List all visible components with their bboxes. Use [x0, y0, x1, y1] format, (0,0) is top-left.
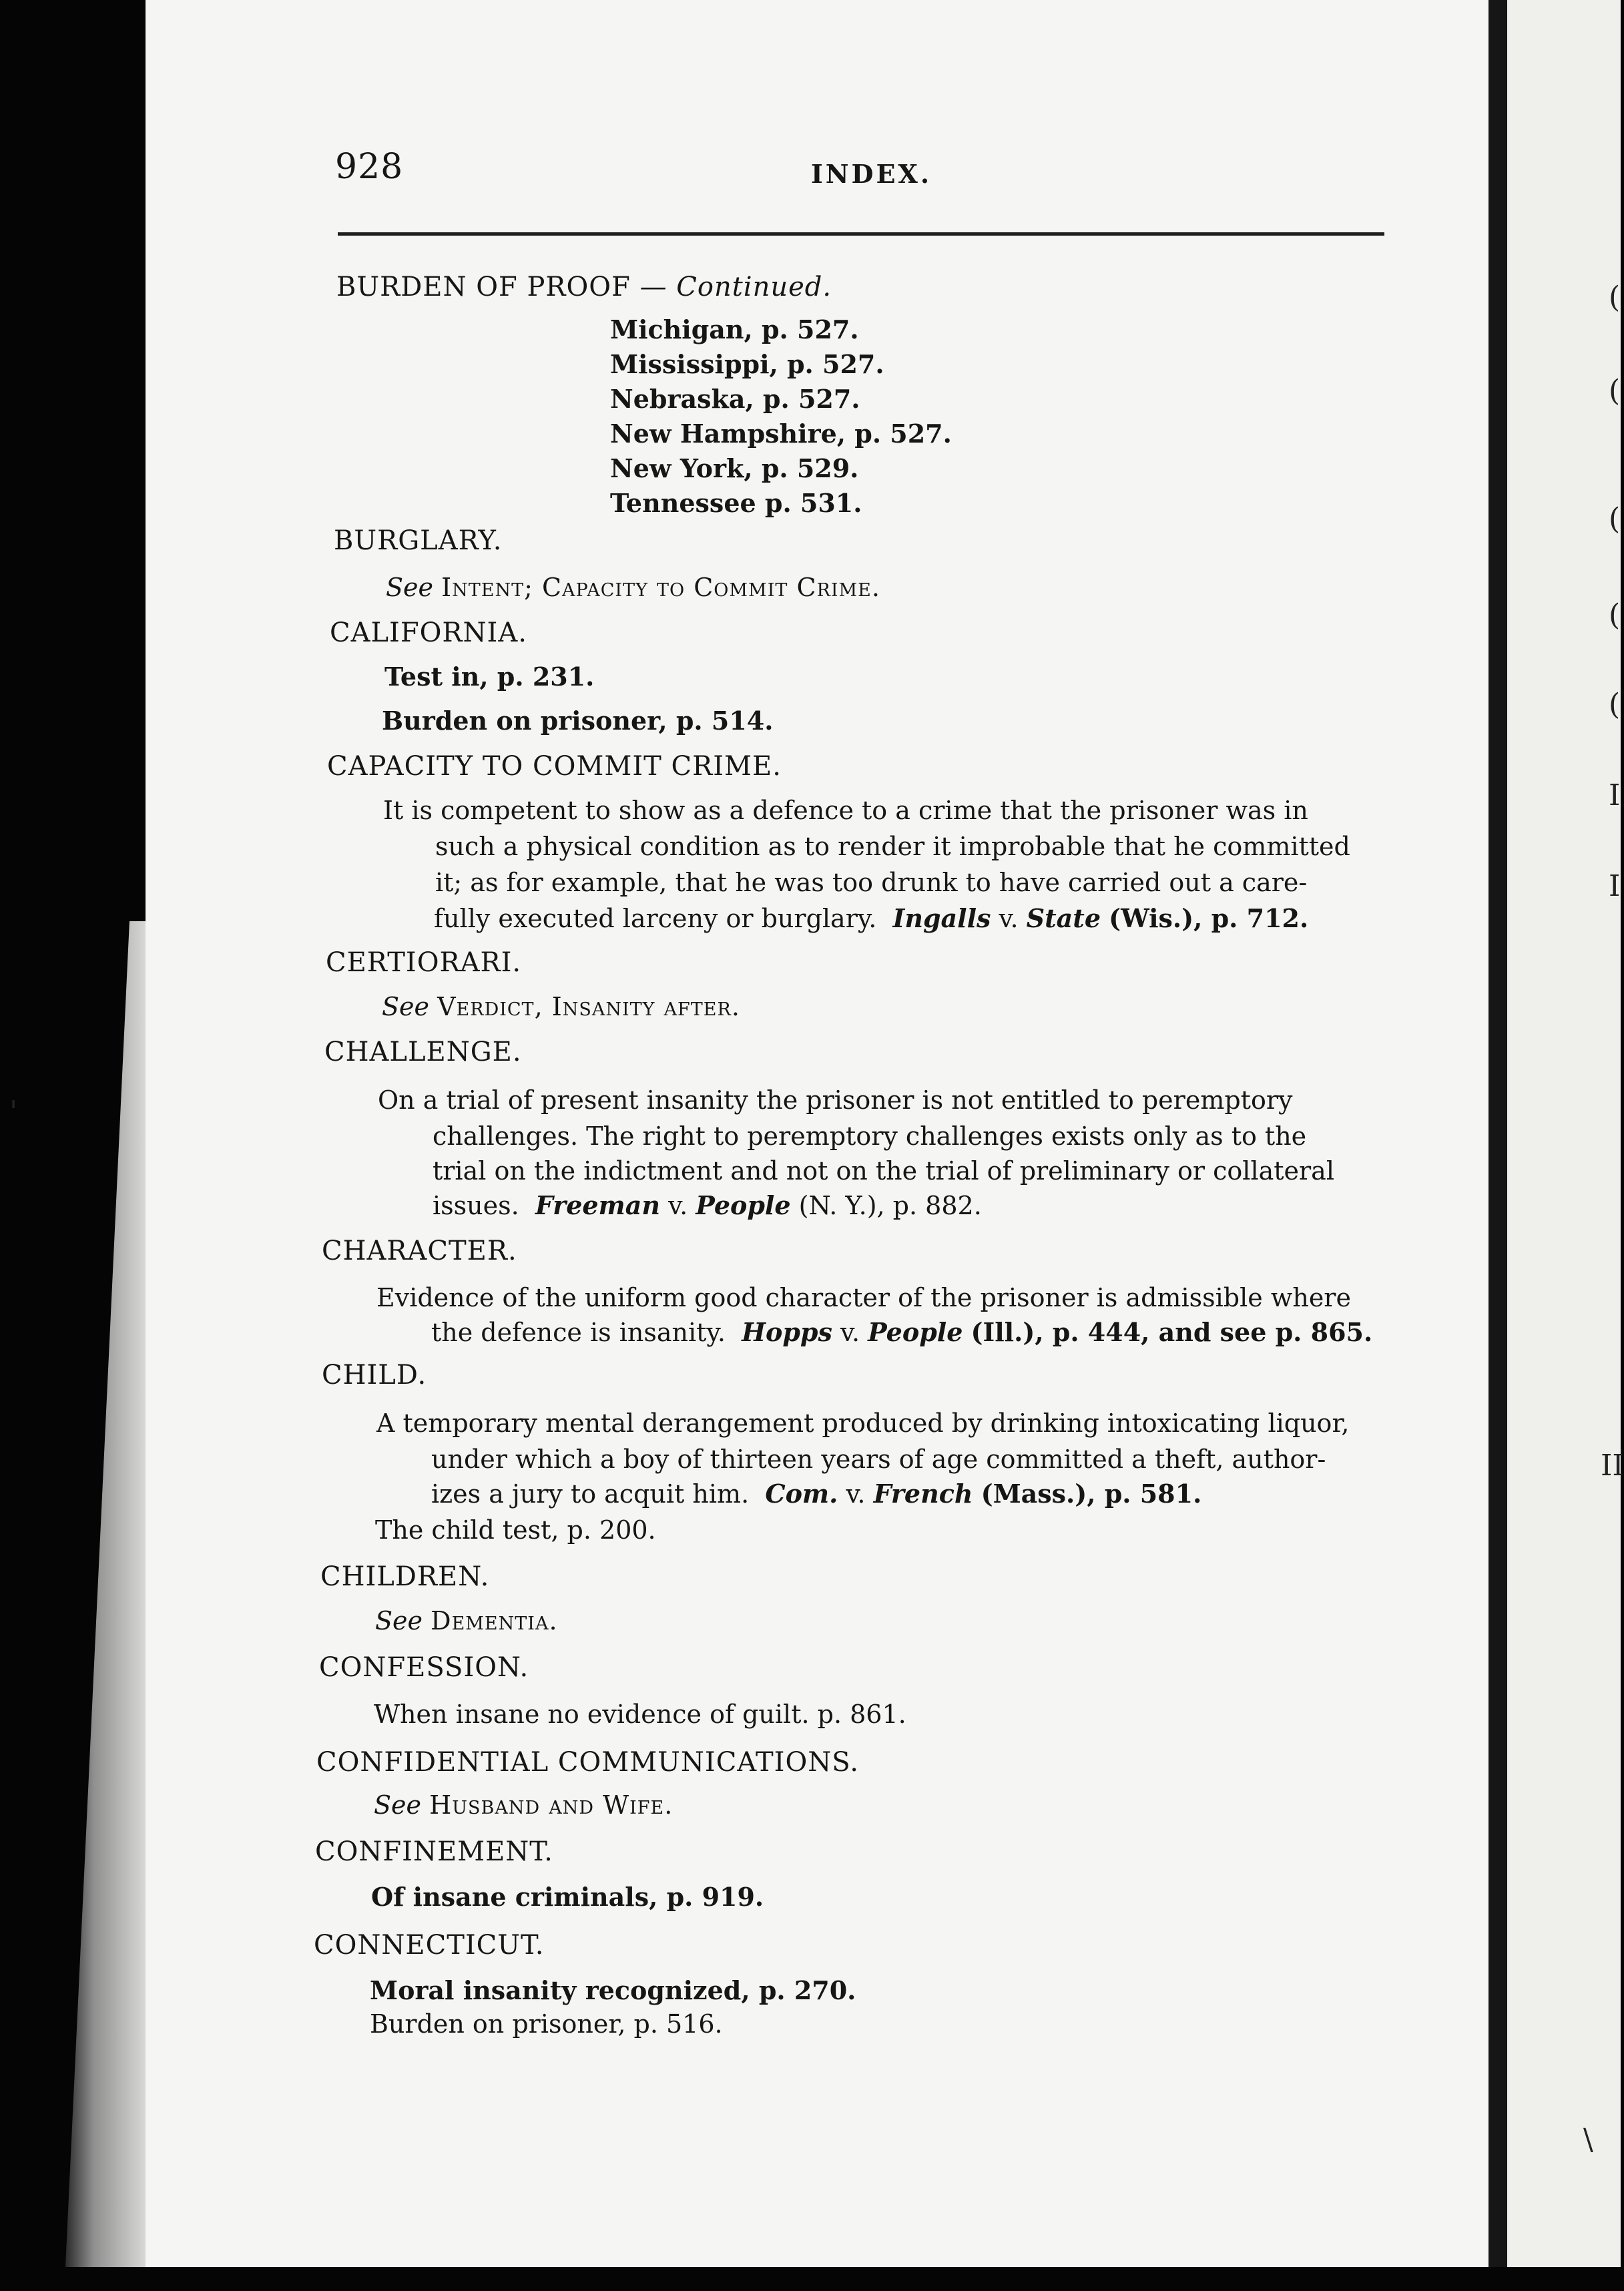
edge-mark-right: I [1609, 869, 1621, 903]
case-citation: (Wis.), p. 712. [1109, 903, 1309, 933]
case-party: Ingalls [892, 903, 991, 933]
index-heading: CHARACTER. [322, 1236, 517, 1266]
edge-mark-left: ' [9, 1095, 18, 1129]
entry-line: When insane no evidence of guilt. p. 861. [374, 1700, 906, 1729]
entry-line: On a trial of present insanity the prisoner is not entitled to peremptory [378, 1085, 1293, 1115]
edge-mark-right: ( [1609, 502, 1621, 536]
index-heading: CHILD. [322, 1360, 427, 1390]
entry-line: Evidence of the uniform good character of the prisoner is admissible where [376, 1283, 1351, 1312]
heading-text: BURDEN OF PROOF [336, 272, 631, 302]
see-target: Husband and Wife. [429, 1790, 673, 1820]
scan-border [0, 2267, 1621, 2291]
state-reference: Mississippi, p. 527. [610, 349, 884, 379]
case-versus: v. [840, 1318, 860, 1347]
entry-line: The child test, p. 200. [375, 1515, 656, 1545]
entry-text: fully executed larceny or burglary. [434, 904, 877, 933]
index-heading: CAPACITY TO COMMIT CRIME. [327, 751, 782, 782]
state-reference: Michigan, p. 527. [610, 314, 859, 344]
index-heading: CHILDREN. [320, 1561, 490, 1592]
see-label: See [382, 992, 430, 1021]
entry-line: under which a boy of thirteen years of age committed a theft, author- [431, 1445, 1326, 1474]
case-party: People [696, 1190, 791, 1220]
entry-line: Moral insanity recognized, p. 270. [370, 1975, 856, 2005]
entry-line: Test in, p. 231. [384, 662, 595, 692]
index-heading: CONFIDENTIAL COMMUNICATIONS. [316, 1747, 859, 1778]
case-party: State [1026, 903, 1101, 933]
index-heading: BURGLARY. [334, 525, 503, 556]
cross-reference [386, 571, 880, 603]
entry-text: the defence is insanity. [431, 1318, 726, 1347]
see-label: See [375, 1606, 423, 1635]
entry-line [434, 903, 1308, 935]
see-label: See [386, 573, 434, 602]
entry-line [431, 1316, 1372, 1348]
state-reference: New York, p. 529. [610, 453, 859, 483]
index-heading: CHALLENGE. [324, 1037, 522, 1067]
index-heading: CALIFORNIA. [330, 617, 527, 648]
edge-mark-right: I [1609, 778, 1621, 812]
cross-reference [375, 1605, 558, 1637]
see-target: Dementia. [431, 1606, 558, 1635]
case-citation: (Mass.), p. 581. [981, 1479, 1202, 1509]
case-versus: v. [668, 1191, 688, 1220]
entry-line: challenges. The right to peremptory challenges exists only as to the [433, 1121, 1307, 1151]
running-head: INDEX. [811, 159, 932, 189]
entry-line: It is competent to show as a defence to a crime that the prisoner was in [383, 796, 1308, 825]
entry-text: izes a jury to acquit him. [431, 1479, 750, 1509]
entry-line: A temporary mental derangement produced by drinking intoxicating liquor, [376, 1409, 1350, 1438]
edge-mark-right: II [1601, 1449, 1624, 1483]
state-reference: New Hampshire, p. 527. [610, 419, 952, 449]
entry-line: such a physical condition as to render it improbable that he committed [435, 832, 1350, 861]
case-party: People [868, 1317, 963, 1347]
edge-mark-right: ( [1609, 374, 1621, 408]
state-reference: Tennessee p. 531. [610, 488, 862, 518]
case-party: Freeman [535, 1190, 661, 1220]
see-label: See [374, 1790, 422, 1820]
page-number: 928 [335, 147, 404, 187]
edge-mark-right: ( [1609, 280, 1621, 314]
entry-line [431, 1478, 1201, 1510]
case-citation: (N. Y.), p. 882. [798, 1191, 982, 1220]
case-party: French [873, 1479, 973, 1509]
entry-line: Burden on prisoner, p. 514. [382, 706, 774, 736]
case-versus: v. [999, 904, 1019, 933]
edge-mark-right: \ [1583, 2123, 1593, 2157]
cross-reference [382, 991, 740, 1023]
cross-reference [374, 1789, 673, 1821]
see-target: Intent; Capacity to Commit Crime. [441, 573, 880, 602]
see-target: Verdict, Insanity after. [437, 992, 740, 1021]
entry-line: it; as for example, that he was too drunk to have carried out a care- [435, 868, 1308, 897]
entry-line [433, 1190, 982, 1222]
entry-text: issues. [433, 1191, 519, 1220]
state-reference: Nebraska, p. 527. [610, 384, 860, 414]
case-versus: v. [846, 1479, 866, 1509]
entry-line: Of insane criminals, p. 919. [371, 1882, 764, 1912]
case-citation: (Ill.), p. 444, and see p. 865. [971, 1317, 1373, 1347]
case-party: Com. [765, 1479, 838, 1509]
index-heading: CERTIORARI. [326, 947, 522, 978]
case-party: Hopps [742, 1317, 832, 1347]
continued-label: — Continued. [639, 272, 832, 302]
index-heading: CONFINEMENT. [315, 1836, 553, 1867]
edge-mark-right: ( [1609, 688, 1621, 722]
index-heading [336, 271, 832, 303]
index-heading: CONNECTICUT. [314, 1930, 545, 1961]
edge-mark-right: ( [1609, 598, 1621, 632]
entry-line: Burden on prisoner, p. 516. [370, 2009, 723, 2039]
index-heading: CONFESSION. [319, 1652, 529, 1683]
entry-line: trial on the indictment and not on the trial of preliminary or collateral [433, 1156, 1334, 1186]
